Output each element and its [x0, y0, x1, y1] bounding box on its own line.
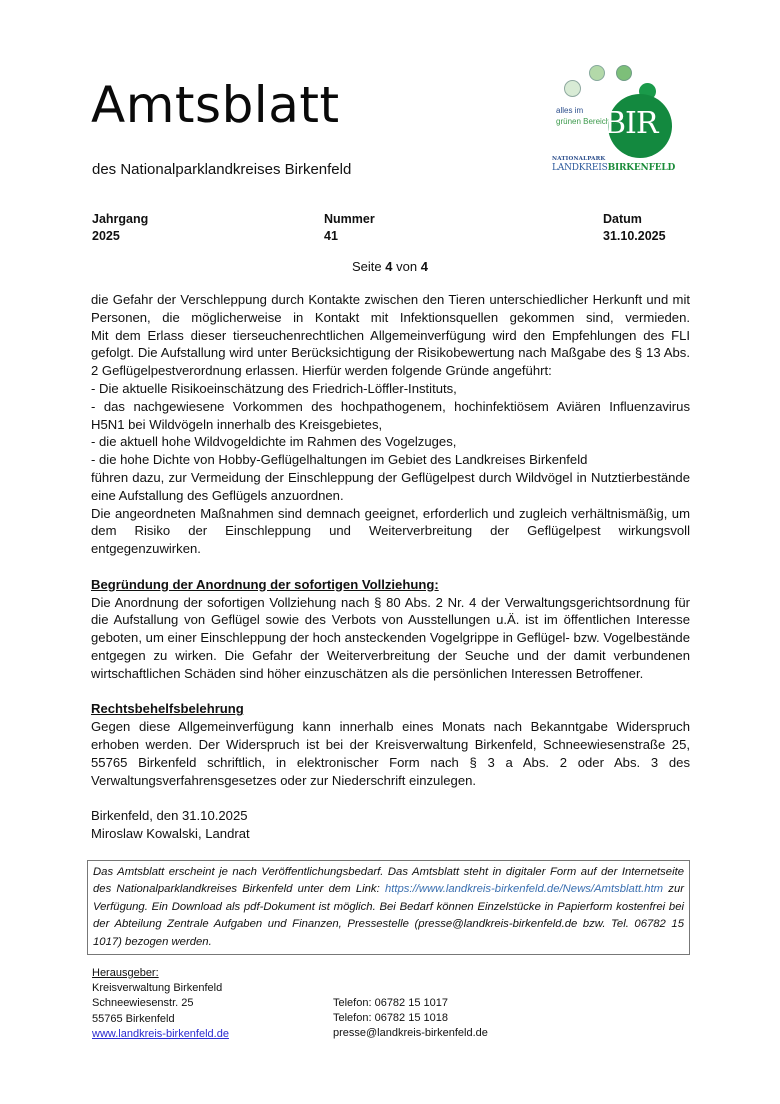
- page-separator: von: [396, 259, 418, 274]
- spacer: [91, 683, 690, 701]
- publisher-name: Kreisverwaltung Birkenfeld: [92, 982, 223, 995]
- reason-item: - das nachgewiesene Vorkommen des hochpathogenem, hochinfektiösem Aviären Influenzavirus: [91, 398, 690, 414]
- contact-email[interactable]: presse@landkreis-birkenfeld.de: [333, 1027, 488, 1040]
- document-title: Amtsblatt: [91, 76, 340, 134]
- logo-dot-icon: [564, 80, 581, 97]
- page-indicator: [0, 259, 780, 274]
- meta-datum-value: 31.10.2025: [603, 229, 666, 243]
- logo-slogan-line1: alles im: [556, 106, 584, 115]
- publisher-label: Herausgeber:: [92, 967, 159, 979]
- body-line: Die Anordnung der sofortigen Vollziehung nach § 80 Abs. 2 Nr. 4 der Verwaltungsgerichtsordnung für: [91, 594, 690, 610]
- spacer: [91, 789, 690, 807]
- body-line: geboten, um einer Einschleppung der hoch ansteckenden Vogelgrippe in Geflügel- bzw. Vogelbestände: [91, 630, 690, 646]
- publisher-city: 55765 Birkenfeld: [92, 1012, 175, 1025]
- logo-dot-icon: [616, 65, 632, 81]
- meta-datum-label: Datum: [603, 212, 642, 226]
- logo-district-part1: LANDKREIS: [552, 163, 608, 173]
- logo-district-name: [552, 163, 675, 173]
- logo-dot-icon: [589, 65, 605, 81]
- logo-district-part2: BIRKENFELD: [607, 163, 676, 173]
- notice-text-after: zur Verfügung. Ein Download als pdf-Dokument ist möglich. Bei Bedarf können Einzelstücke in Papierform kostenfrei bei der Abteilung Zentrale Aufgaben und Finanzen, Pressestelle (presse@landkreis-birkenfeld.de bzw. Tel. 06782 15 1017) bezogen werden.: [93, 883, 684, 948]
- contact-phone-1: Telefon: 06782 15 1017: [333, 997, 448, 1009]
- publisher-block: [92, 966, 229, 1042]
- body-line: eine Aufstallung des Geflügels anzuordnen.: [91, 487, 344, 503]
- body-line: die Gefahr der Verschleppung durch Kontakte zwischen den Tieren unterschiedlicher Herkunft und mit: [91, 292, 690, 307]
- reason-item: - die aktuell hohe Wildvogeldichte im Rahmen des Vogelzuges,: [91, 434, 457, 450]
- meta-datum: [603, 211, 666, 245]
- logo-slogan-line2: grünen Bereich....: [556, 117, 620, 126]
- signature-place-date: Birkenfeld, den 31.10.2025: [91, 808, 248, 824]
- body-line: Personen, die möglicherweise in Kontakt mit Infektionsquellen gekommen sind, vermieden.: [91, 309, 690, 325]
- reason-item: - Die aktuelle Risikoeinschätzung des Friedrich-Löffler-Instituts,: [91, 380, 457, 396]
- meta-nummer-label: Nummer: [324, 212, 375, 226]
- body-line: 55765 Birkenfeld schriftlich, in elektronischer Form nach § 3 a Abs. 2 oder Abs. 3 des: [91, 754, 690, 770]
- body-line: 2 Geflügelpestverordnung erlassen. Hierfür werden folgende Gründe angeführt:: [91, 363, 552, 379]
- body-line: wirtschaftlichen Schäden sind höher einzuschätzen als die persönlichen Interessen Betroffener.: [91, 665, 644, 681]
- page-prefix: Seite: [352, 259, 382, 274]
- meta-nummer-value: 41: [324, 229, 338, 243]
- document-subtitle: des Nationalparklandkreises Birkenfeld: [92, 161, 352, 178]
- body-line: die Aufstallung von Geflügel sowie des Verbots von Ausstellungen u.Ä. ist im öffentlichen Interesse: [91, 612, 690, 628]
- publisher-website-link[interactable]: www.landkreis-birkenfeld.de: [92, 1027, 229, 1040]
- body-line: entgegen zu wirken. Die Gefahr der Weiterverbreitung der Seuche und der damit verbundenen: [91, 647, 690, 663]
- publisher-street: Schneewiesenstr. 25: [92, 997, 194, 1010]
- body-line: Die angeordneten Maßnahmen sind demnach geeignet, erforderlich und zugleich verhältnismäßig, um: [91, 505, 690, 521]
- publication-notice-box: [87, 860, 690, 955]
- body-line: Mit dem Erlass dieser tierseuchenrechtlichen Allgemeinverfügung wird den Empfehlungen des FLI: [91, 327, 690, 343]
- body-line: Verwaltungsverfahrensgesetzes oder zur Niederschrift einzulegen.: [91, 772, 477, 788]
- spacer: [91, 558, 690, 576]
- meta-jahrgang-value: 2025: [92, 229, 120, 243]
- body-line: gefolgt. Die Aufstallung wird unter Berücksichtigung der Risikobewertung nach Maßgabe des § 13 Abs.: [91, 345, 690, 361]
- meta-jahrgang-label: Jahrgang: [92, 212, 149, 226]
- contact-phone-2: Telefon: 06782 15 1018: [333, 1012, 448, 1025]
- body-line: erhoben werden. Der Widerspruch ist bei der Kreisverwaltung Birkenfeld, Schneewiesenstraße 25,: [91, 736, 690, 752]
- section-heading-legal-remedy: Rechtsbehelfsbelehrung: [91, 701, 244, 717]
- amtsblatt-link[interactable]: https://www.landkreis-birkenfeld.de/News/Amtsblatt.htm: [384, 883, 664, 896]
- notice-text-before: Das Amtsblatt erscheint je nach Veröffentlichungsbedarf. Das Amtsblatt steht in digitaler Form auf der Internetseite des Nationalparklandkreises Birkenfeld unter dem Link:: [93, 866, 684, 896]
- meta-nummer: [324, 211, 375, 245]
- reason-item: - die hohe Dichte von Hobby-Geflügelhaltungen im Gebiet des Landkreises Birkenfeld: [91, 452, 588, 468]
- page-total: 4: [420, 259, 428, 274]
- logo-nationalpark-label: NATIONALPARK: [552, 156, 606, 162]
- section-heading-immediate-enforcement: Begründung der Anordnung der sofortigen Vollziehung:: [91, 576, 439, 592]
- page-current: 4: [385, 259, 393, 274]
- document-body: [91, 291, 690, 843]
- body-line: Gegen diese Allgemeinverfügung kann innerhalb eines Monats nach Bekanntgabe Widerspruch: [91, 719, 690, 735]
- reason-item: H5N1 bei Wildvögeln innerhalb des Kreisgebietes,: [91, 416, 383, 432]
- signature-signatory: Miroslaw Kowalski, Landrat: [91, 825, 250, 841]
- body-line: dem Risiko der Einschleppung und Weiterverbreitung der Geflügelpest wirkungsvoll: [91, 523, 690, 539]
- publisher-contact: [333, 996, 488, 1042]
- meta-jahrgang: [92, 211, 148, 245]
- body-line: entgegenzuwirken.: [91, 541, 201, 557]
- district-logo: [548, 60, 678, 180]
- body-line: führen dazu, zur Vermeidung der Einschleppung der Geflügelpest durch Wildvögel in Nutztierbestände: [91, 469, 690, 485]
- logo-initials: BIR: [604, 106, 658, 141]
